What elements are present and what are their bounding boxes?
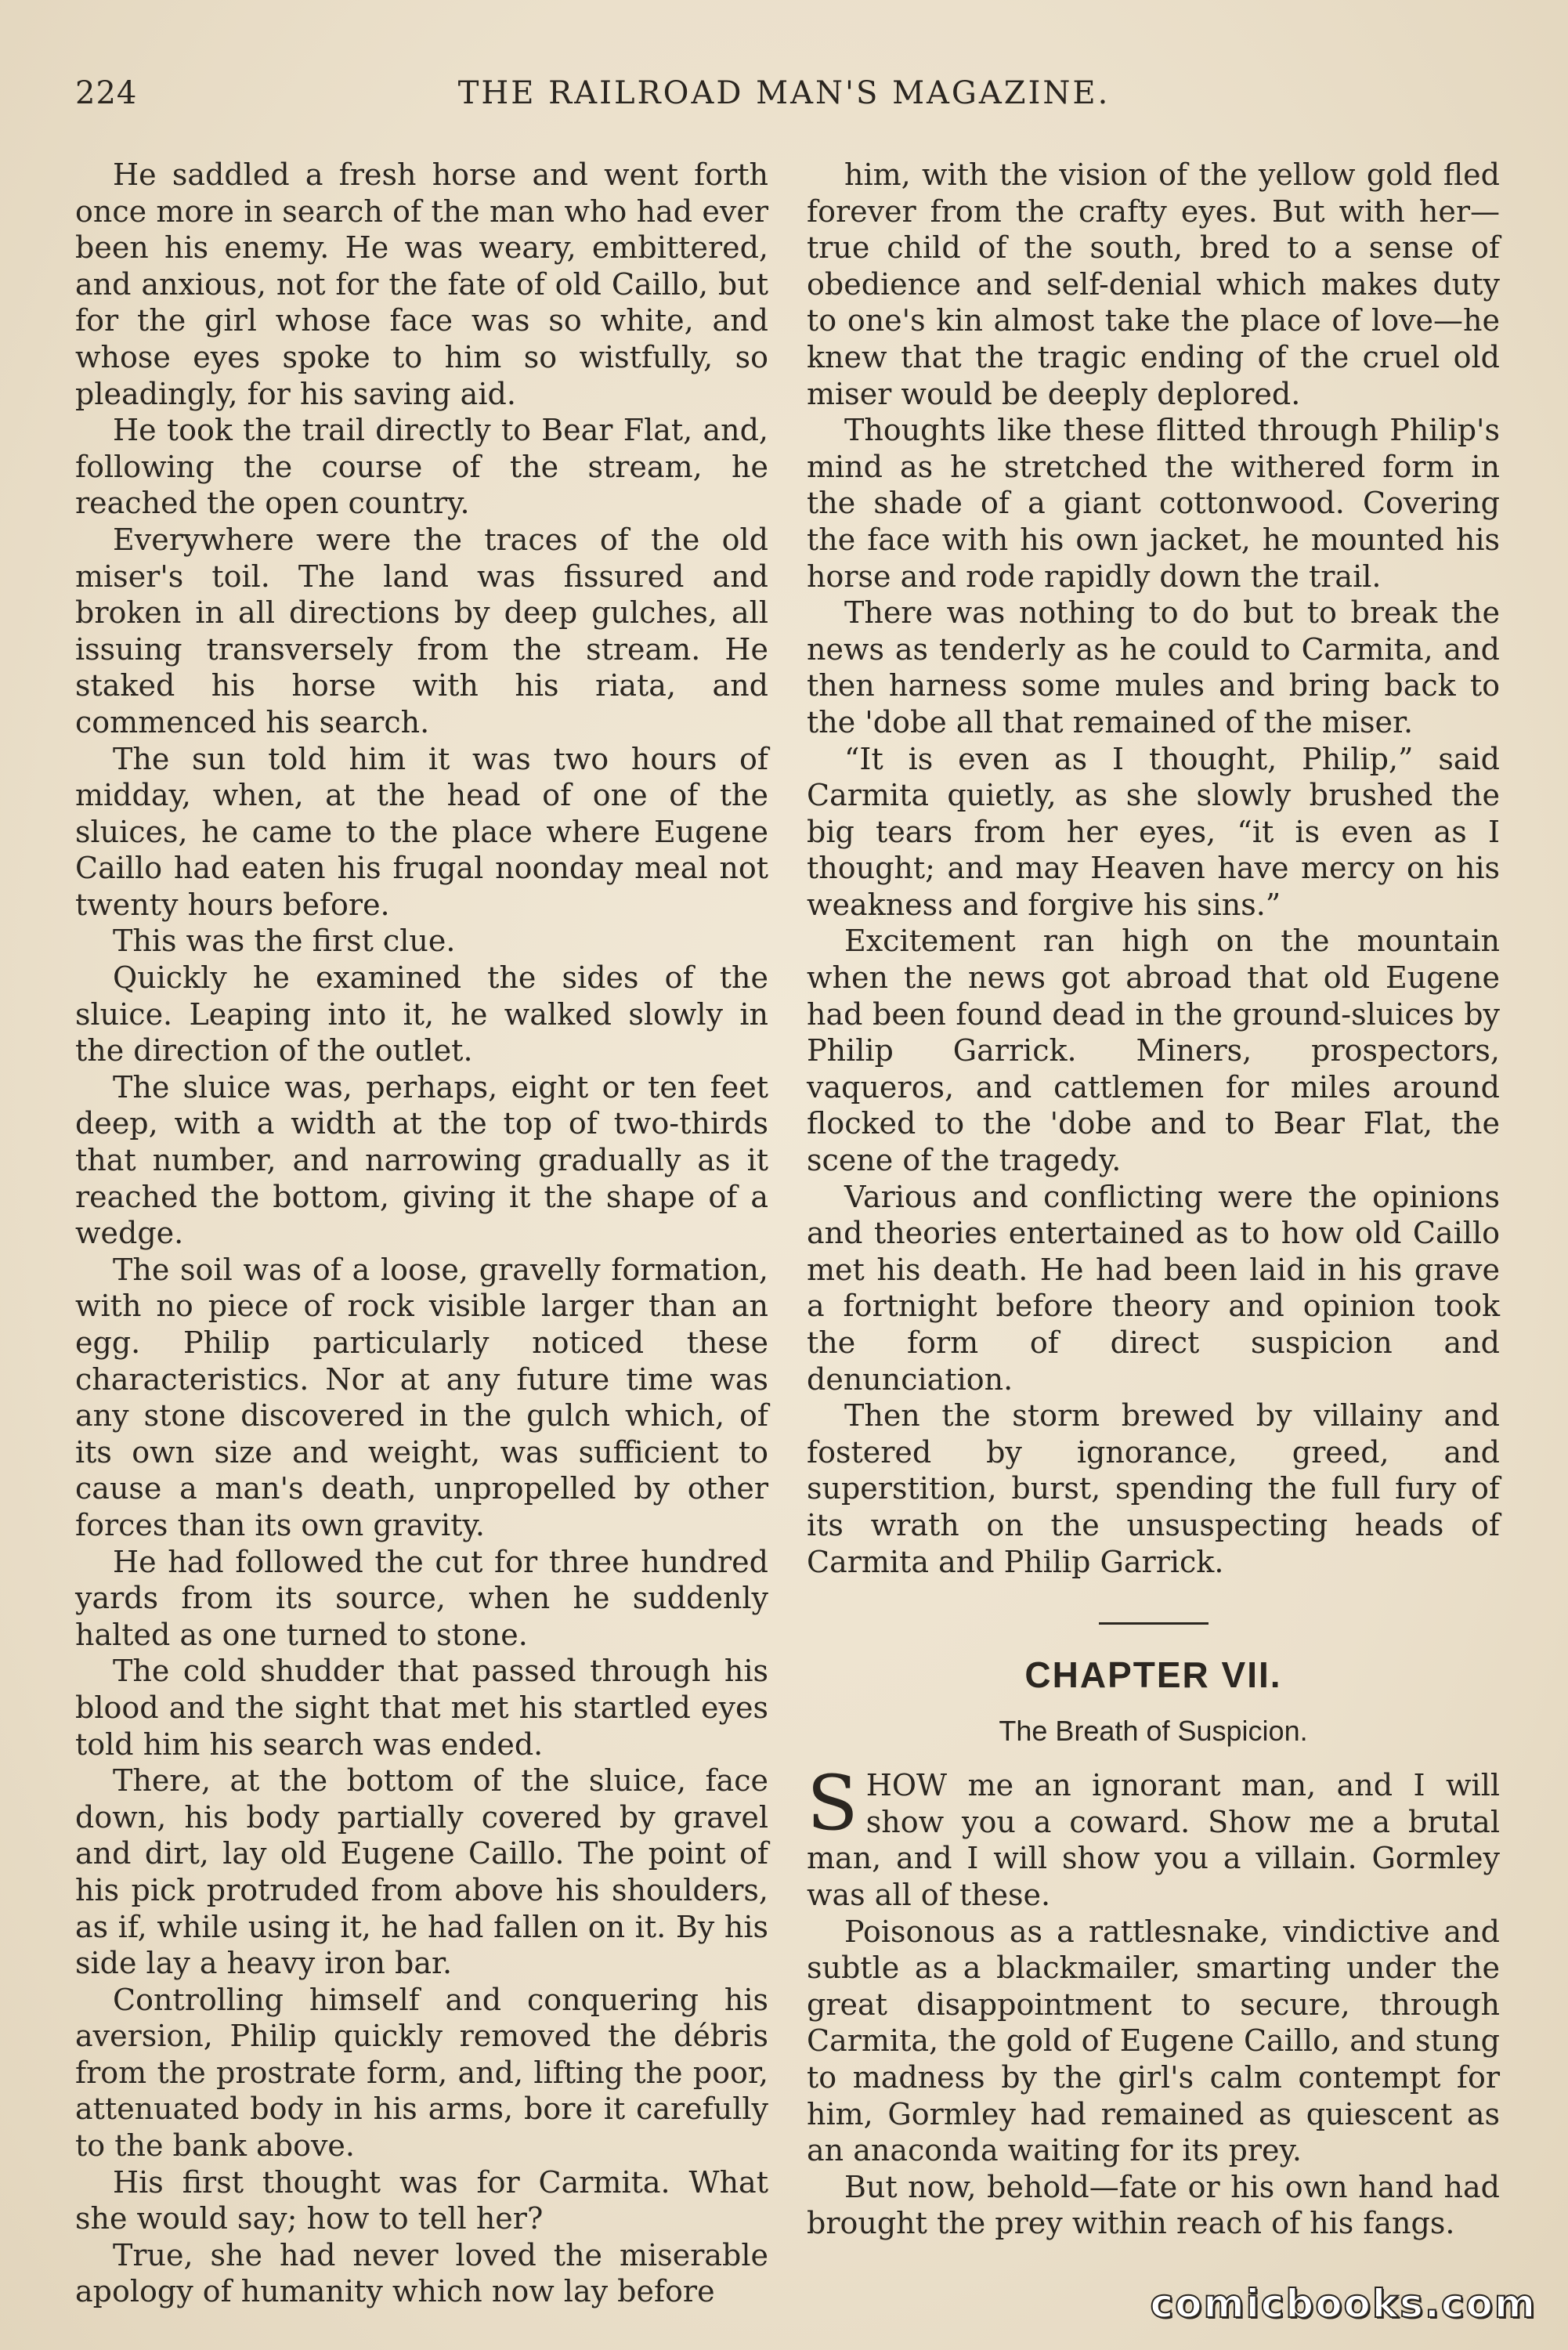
paragraph: The sun told him it was two hours of midday, when, at the head of one of the sluices, he came to the place where Eugene Caillo had eaten his frugal noonday meal not twenty hours before.: [75, 741, 768, 922]
right-column: [807, 157, 1500, 2242]
left-column: [75, 157, 768, 2310]
paragraph: He had followed the cut for three hundred yards from its source, when he suddenly halted as one turned to stone.: [75, 1544, 768, 1652]
paragraph: Poisonous as a rattlesnake, vindictive and subtle as a blackmailer, smarting under the great disappointment to secure, through Carmita, the gold of Eugene Caillo, and stung to madness by the girl's calm contempt for him, Gormley had remained as quiescent as an anaconda waiting for its prey.: [807, 1914, 1500, 2168]
paragraph: There, at the bottom of the sluice, face down, his body partially covered by gravel and dirt, lay old Eugene Caillo. The point of his pick protruded from above his shoulders, as if, while using it, he had fallen on it. By his side lay a heavy iron bar.: [75, 1763, 768, 1981]
running-title: THE RAILROAD MAN'S MAGAZINE.: [457, 75, 1111, 111]
paragraph: Thoughts like these flitted through Philip's mind as he stretched the withered form in the shade of a giant cottonwood. Covering the face with his own jacket, he mounted his horse and rode rapidly down the trail.: [807, 413, 1500, 594]
paragraph: The sluice was, perhaps, eight or ten feet deep, with a width at the top of two-thirds that number, and narrowing gradually as it reached the bottom, giving it the shape of a wedge.: [75, 1069, 768, 1251]
opening-text: HOW me an ignorant man, and I will show you a coward. Show me a brutal man, and I will show you a villain. Gormley was all of these.: [807, 1768, 1500, 1912]
paragraph: “It is even as I thought, Philip,” said Carmita quietly, as she slowly brushed the big tears from her eyes, “it is even as I thought; and may Heaven have mercy on his weakness and forgive his sins.”: [807, 741, 1500, 922]
paragraph: Then the storm brewed by villainy and fostered by ignorance, greed, and superstition, burst, spending the full fury of its wrath on the unsuspecting heads of Carmita and Philip Garrick.: [807, 1398, 1500, 1579]
paragraph: Controlling himself and conquering his aversion, Philip quickly removed the débris from the prostrate form, and, lifting the poor, attenuated body in his arms, bore it carefully to the bank above.: [75, 1982, 768, 2164]
paragraph: Excitement ran high on the mountain when the news got abroad that old Eugene had been found dead in the ground-sluices by Philip Garrick. Miners, prospectors, vaqueros, and cattlemen for miles around flocked to the 'dobe and to Bear Flat, the scene of the tragedy.: [807, 924, 1500, 1178]
paragraph: him, with the vision of the yellow gold fled forever from the crafty eyes. But with her—true child of the south, bred to a sense of obedience and self-denial which makes duty to one's kin almost take the place of love—he knew that the tragic ending of the cruel old miser would be deeply deplored.: [807, 157, 1500, 411]
paragraph: Quickly he examined the sides of the sluice. Leaping into it, he walked slowly in the direction of the outlet.: [75, 960, 768, 1068]
paragraph: There was nothing to do but to break the news as tenderly as he could to Carmita, and then harness some mules and bring back to the 'dobe all that remained of the miser.: [807, 595, 1500, 739]
section-divider: [1099, 1622, 1209, 1625]
paragraph: The cold shudder that passed through his blood and the sight that met his startled eyes told him his search was ended.: [75, 1654, 768, 1762]
page-number: 224: [75, 75, 138, 111]
drop-cap: S: [807, 1759, 858, 1848]
paragraph: His first thought was for Carmita. What she would say; how to tell her?: [75, 2164, 768, 2236]
paragraph: True, she had never loved the miserable apology of humanity which now lay before: [75, 2237, 768, 2309]
paragraph: He saddled a fresh horse and went forth once more in search of the man who had ever been his enemy. He was weary, embittered, and anxious, not for the fate of old Caillo, but for the girl whose face was so white, and whose eyes spoke to him so wistfully, so pleadingly, for his saving aid.: [75, 157, 768, 411]
paragraph: This was the first clue.: [113, 924, 456, 959]
paragraph: But now, behold—fate or his own hand had brought the prey within reach of his fangs.: [807, 2169, 1500, 2241]
chapter-subtitle: The Breath of Suspicion.: [999, 1715, 1308, 1748]
paragraph: The soil was of a loose, gravelly formation, with no piece of rock visible larger than an egg. Philip particularly noticed these characteristics. Nor at any future time was any stone discovered in the gulch which, of its own size and weight, was sufficient to cause a man's death, unpropelled by other forces than its own gravity.: [75, 1252, 768, 1542]
paragraph: Various and conflicting were the opinions and theories entertained as to how old Caillo met his death. He had been laid in his grave a fortnight before theory and opinion took the form of direct suspicion and denunciation.: [807, 1179, 1500, 1397]
chapter-title: CHAPTER VII.: [1024, 1654, 1282, 1696]
watermark: comicbooks.com: [1150, 2281, 1537, 2326]
paragraph: Everywhere were the traces of the old miser's toil. The land was fissured and broken in all directions by deep gulches, all issuing transversely from the stream. He staked his horse with his riata, and commenced his search.: [75, 522, 768, 739]
page-header: [75, 75, 1493, 122]
paragraph: He took the trail directly to Bear Flat, and, following the course of the stream, he reached the open country.: [75, 413, 768, 521]
chapter-opening-paragraph: [807, 1759, 1500, 1913]
